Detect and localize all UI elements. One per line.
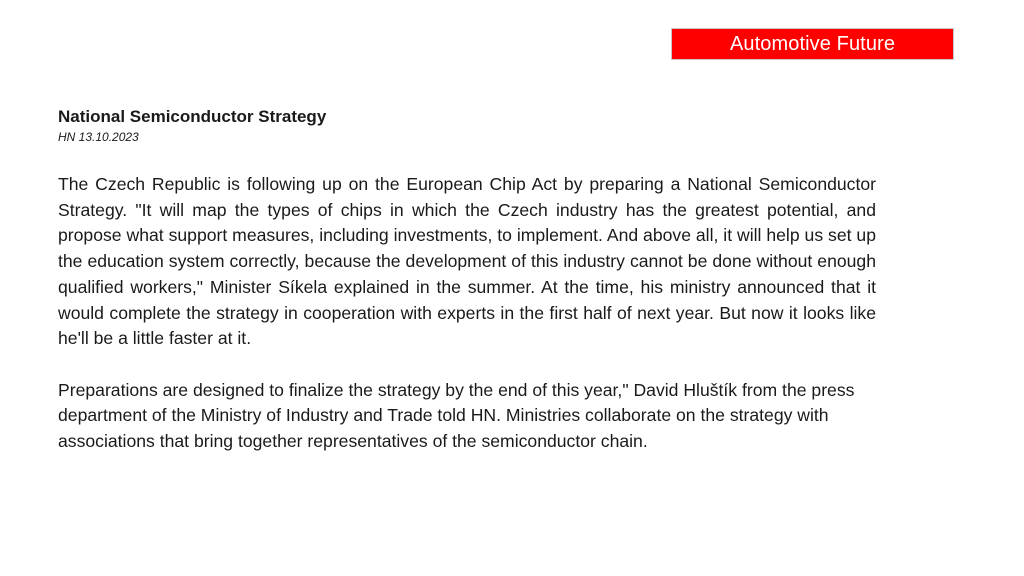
article-source-date: HN 13.10.2023: [58, 130, 139, 144]
article-paragraph: Preparations are designed to finalize the strategy by the end of this year," David Hluštík from the press department of the Ministry of Industry and Trade told HN. Ministries collaborate on the strategy with associations that bring together representatives of the semiconductor chain.: [58, 379, 855, 452]
article: [58, 106, 876, 455]
article-title: National Semiconductor Strategy: [58, 107, 327, 126]
article-paragraph: The Czech Republic is following up on the European Chip Act by preparing a National Semiconductor Strategy. "It will map the types of chips in which the Czech industry has the greatest potential, and propose what support measures, including investments, to implement. And above all, it will help us set up the education system correctly, because the development of this industry cannot be done without enough qualified workers," Minister Síkela explained in the summer. At the time, his ministry announced that it would complete the strategy in cooperation with experts in the first half of next year. But now it looks like he'll be a little faster at it.: [58, 174, 876, 349]
section-banner: [671, 28, 954, 60]
banner-label: Automotive Future: [729, 32, 896, 55]
